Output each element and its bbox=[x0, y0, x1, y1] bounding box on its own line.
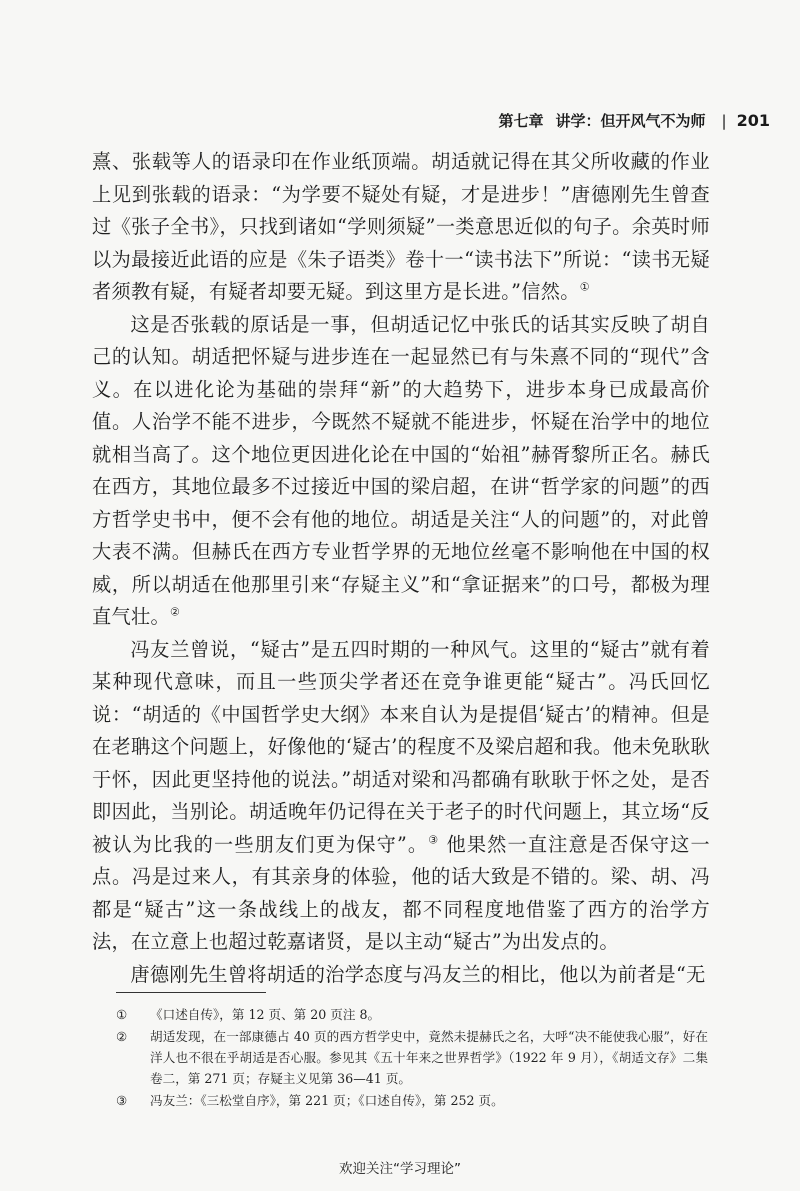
page-number: 201 bbox=[736, 111, 770, 130]
chapter-title: 讲学：但开风气不为师 bbox=[555, 112, 706, 130]
paragraph-2: 这是否张载的原话是一事，但胡适记忆中张氏的话其实反映了胡自己的认知。胡适把怀疑与进步连在一起显然已有与朱熹不同的“现代”含义。在以进化论为基础的崇拜“新”的大趋势下，进步本身已成最高价值。人治学不能不进步，今既然不疑就不能进步，怀疑在治学中的地位就相当高了。这个地位更因进化论在中国的“始祖”赫胥黎所正名。赫氏在西方，其地位最多不过接近中国的梁启超，在讲“哲学家的问题”的西方哲学史书中，便不会有他的地位。胡适是关注“人的问题”的，对此曾大表不满。但赫氏在西方专业哲学界的无地位丝毫不影响他在中国的权威，所以胡适在他那里引来“存疑主义”和“拿证据来”的口号，都极为理直气壮。② bbox=[92, 312, 710, 628]
footnote-text: 胡适发现，在一部康德占 40 页的西方哲学史中，竟然未提赫氏之名，大呼“决不能使我心服”，好在洋人也不很在乎胡适是否心服。参见其《五十年来之世界哲学》（1922 年 9 月），《胡适文存》二集卷二，第 271 页；存疑主义见第 36—41 页。 bbox=[150, 1029, 708, 1086]
footnotes bbox=[116, 1004, 708, 1112]
footnote-text: 《口述自传》，第 12 页、第 20 页注 8。 bbox=[150, 1007, 381, 1022]
body-text bbox=[92, 146, 710, 991]
header-separator: | bbox=[721, 111, 727, 130]
footnote-2 bbox=[116, 1026, 708, 1089]
footnote-ref-3[interactable]: ③ bbox=[428, 833, 440, 847]
footnote-number: ③ bbox=[116, 1093, 128, 1108]
paragraph-3: 冯友兰曾说，“疑古”是五四时期的一种风气。这里的“疑古”就有着某种现代意味，而且一些顶尖学者还在竞争谁更能“疑古”。冯氏回忆说：“胡适的《中国哲学史大纲》本来自认为是提倡‘疑古’的精神。但是在老聃这个问题上，好像他的‘疑古’的程度不及梁启超和我。他未免耿耿于怀，因此更坚持他的说法。”胡适对梁和冯都确有耿耿于怀之处，是否即因此，当别论。胡适晚年仍记得在关于老子的时代问题上，其立场“反被认为比我的一些朋友们更为保守”。③ 他果然一直注意是否保守这一点。冯是过来人，有其亲身的体验，他的话大致是不错的。梁、胡、冯都是“疑古”这一条战线上的战友，都不同程度地借鉴了西方的治学方法，在立意上也超过乾嘉诸贤，是以主动“疑古”为出发点的。 bbox=[92, 637, 710, 953]
footnote-number: ② bbox=[116, 1029, 128, 1044]
footnote-text: 冯友兰：《三松堂自序》，第 221 页；《口述自传》，第 252 页。 bbox=[150, 1093, 504, 1108]
paragraph-1: 熹、张载等人的语录印在作业纸顶端。胡适就记得在其父所收藏的作业上见到张载的语录：“为学要不疑处有疑，才是进步！”唐德刚先生曾查过《张子全书》，只找到诸如“学则须疑”一类意思近似的句子。余英时师以为最接近此语的应是《朱子语类》卷十一“读书法下”所说：“读书无疑者须教有疑，有疑者却要无疑。到这里方是长进。”信然。① bbox=[92, 150, 710, 303]
chapter-label: 第七章 bbox=[498, 112, 544, 130]
footnote-3 bbox=[116, 1090, 708, 1111]
page-footer: 欢迎关注“学习理论” bbox=[339, 1161, 461, 1177]
running-header bbox=[499, 110, 771, 131]
footnote-ref-2[interactable]: ② bbox=[169, 605, 181, 619]
footnote-divider bbox=[116, 992, 266, 993]
footnote-ref-1[interactable]: ① bbox=[579, 280, 590, 294]
footnote-number: ① bbox=[116, 1007, 128, 1022]
paragraph-4: 唐德刚先生曾将胡适的治学态度与冯友兰的相比，他以为前者是“无 bbox=[130, 962, 706, 986]
footnote-1 bbox=[116, 1004, 708, 1025]
